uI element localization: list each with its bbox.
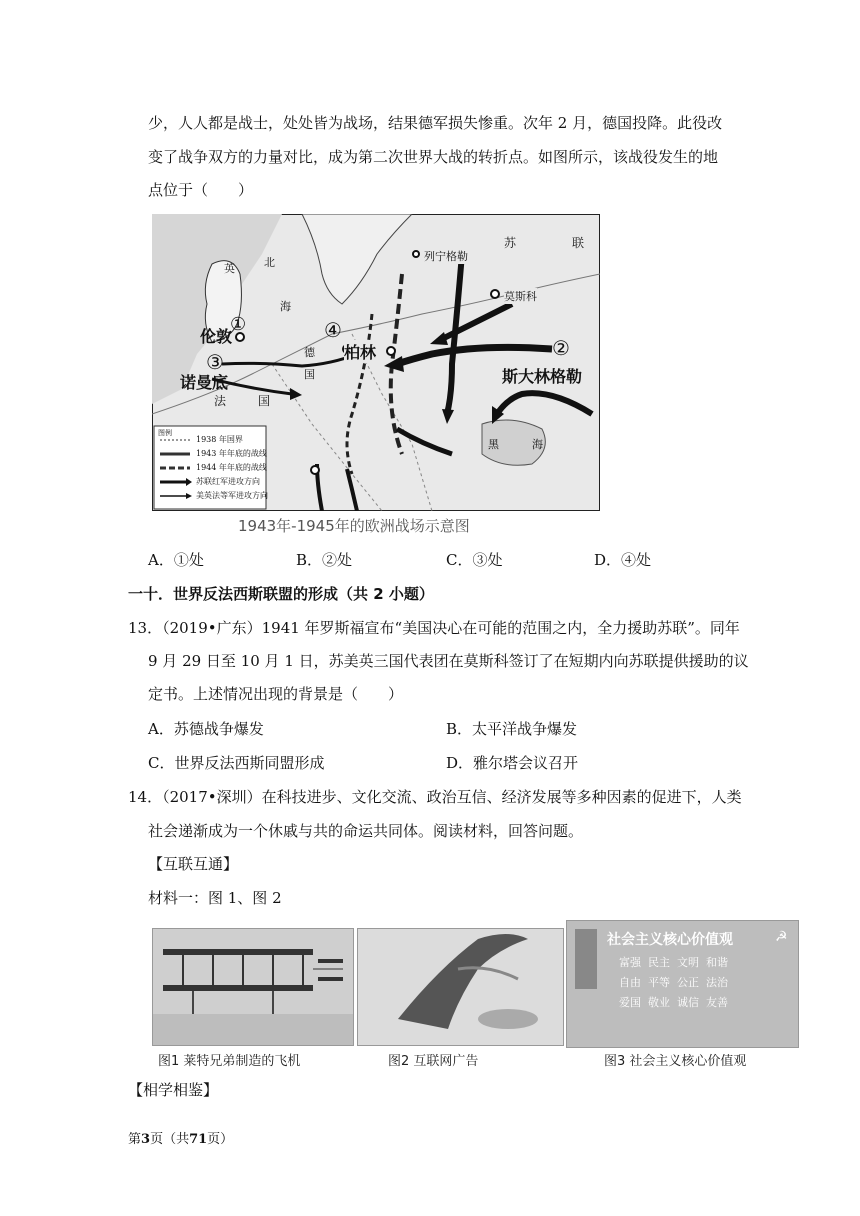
label-london: 伦敦	[200, 327, 233, 346]
legend-item-5: 美英法等军进攻方向	[196, 491, 268, 500]
label-uk: 英	[224, 262, 235, 275]
q14-sub-heading-1: 【互联互通】	[148, 855, 239, 873]
q12-option-b: B．②处	[296, 551, 353, 569]
label-stalingrad: 斯大林格勒	[502, 364, 582, 387]
q12-option-c: C．③处	[446, 551, 503, 569]
value-item: 友善	[706, 996, 728, 1009]
footer-prefix: 第	[128, 1132, 142, 1147]
page-number: 3	[141, 1132, 151, 1147]
intro-line-1: 少，人人都是战士，处处皆为战场，结果德军损失惨重。次年 2 月，德国投降。此役改	[148, 114, 723, 132]
label-black-2: 海	[532, 438, 543, 451]
value-item: 富强	[619, 956, 641, 969]
marker-3: ③	[206, 350, 224, 374]
fig2-caption: 图2 互联网广告	[388, 1054, 479, 1069]
marker-2: ②	[552, 336, 570, 360]
fig3-caption: 图3 社会主义核心价值观	[604, 1054, 747, 1069]
label-france-1: 法	[214, 394, 227, 408]
internet-ad-photo	[357, 928, 564, 1046]
label-normandy: 诺曼底	[180, 373, 229, 392]
marker-1: ①	[230, 314, 247, 335]
label-germany-2: 国	[304, 368, 315, 381]
intro-line-2: 变了战争双方的力量对比，成为第二次世界大战的转折点。如图所示，该战役发生的地	[148, 148, 719, 166]
value-item: 文明	[677, 956, 699, 969]
label-berlin: 柏林	[344, 340, 376, 363]
q13-line-1: 13．（2019•广东）1941 年罗斯福宣布“美国决心在可能的范围之内，全力援助苏联”。同年	[128, 619, 740, 637]
europe-war-map	[152, 214, 600, 511]
value-item: 和谐	[706, 956, 728, 969]
label-germany-1: 德	[304, 346, 315, 359]
wright-airplane-photo	[152, 928, 354, 1046]
map-caption: 1943年-1945年的欧洲战场示意图	[238, 517, 470, 535]
label-moscow: 莫斯科	[504, 290, 537, 303]
value-item: 民主	[648, 956, 670, 969]
value-item: 自由	[619, 976, 641, 989]
total-pages: 71	[189, 1132, 208, 1147]
legend-item-4: 苏联红军进攻方向	[196, 477, 260, 486]
q13-option-a: A．苏德战争爆发	[148, 720, 264, 738]
q14-line-2: 社会递渐成为一个休戚与共的命运共同体。阅读材料，回答问题。	[148, 822, 584, 840]
q13-option-b: B．太平洋战争爆发	[446, 720, 578, 738]
q13-option-d: D．雅尔塔会议召开	[446, 754, 579, 772]
footer-mid: 页（共	[150, 1132, 190, 1147]
label-sulian-1: 苏	[504, 236, 517, 250]
footer-suffix: 页）	[207, 1132, 234, 1147]
q14-sub-heading-2: 【相学相鉴】	[128, 1081, 219, 1099]
label-north: 北	[264, 256, 275, 269]
value-item: 敬业	[648, 996, 670, 1009]
legend-item-2: 1943 年年底的战线	[196, 449, 267, 458]
label-sulian-2: 联	[572, 236, 585, 250]
value-item: 诚信	[677, 996, 699, 1009]
q13-line-2: 9 月 29 日至 10 月 1 日，苏美英三国代表团在莫斯科签订了在短期内向苏联提供援助的议	[148, 652, 749, 670]
q12-option-d: D．④处	[594, 551, 652, 569]
value-item: 平等	[648, 976, 670, 989]
core-values-poster	[566, 920, 799, 1048]
page-footer	[128, 1128, 233, 1147]
label-leningrad: 列宁格勒	[424, 250, 468, 263]
poster-values	[619, 953, 759, 1013]
q14-line-1: 14．（2017•深圳）在科技进步、文化交流、政治互信、经济发展等多种因素的促进下，人类	[128, 788, 742, 806]
legend-title: 图例	[158, 429, 172, 437]
intro-line-3: 点位于（ ）	[148, 181, 254, 199]
q13-option-c: C．世界反法西斯同盟形成	[148, 754, 325, 772]
value-item: 公正	[677, 976, 699, 989]
label-sea: 海	[280, 300, 291, 313]
marker-4: ④	[324, 318, 342, 342]
poster-title: 社会主义核心价值观	[607, 932, 733, 948]
label-france-2: 国	[258, 394, 271, 408]
section-title: 一十．世界反法西斯联盟的形成（共 2 小题）	[128, 585, 434, 603]
label-black-1: 黑	[488, 438, 499, 451]
q13-line-3: 定书。上述情况出现的背景是（ ）	[148, 685, 404, 703]
legend-item-1: 1938 年国界	[196, 435, 243, 444]
q14-material-1: 材料一：图 1、图 2	[148, 889, 282, 907]
fig1-caption: 图1 莱特兄弟制造的飞机	[158, 1054, 301, 1069]
legend-item-3: 1944 年年底的战线	[196, 463, 267, 472]
value-item: 法治	[706, 976, 728, 989]
q12-option-a: A．①处	[148, 551, 204, 569]
value-item: 爱国	[619, 996, 641, 1009]
star-tower-icon	[575, 929, 597, 989]
hammer-sickle-icon: ☭	[775, 929, 788, 945]
